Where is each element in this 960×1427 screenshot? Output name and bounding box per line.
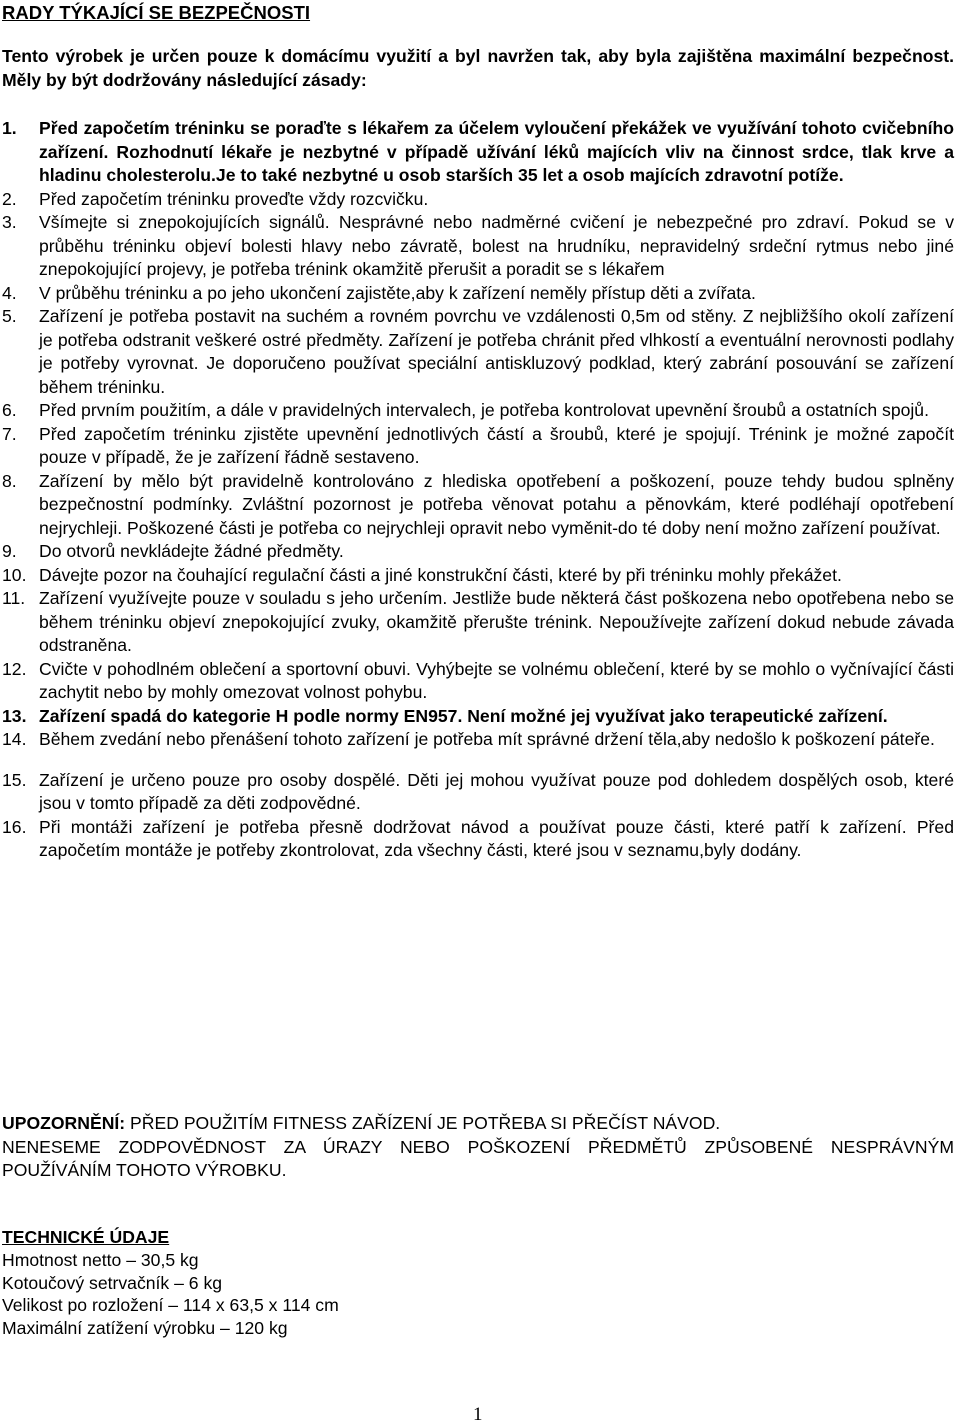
rule-number: 1. [2,118,17,138]
rule-text: Při montáži zařízení je potřeba přesně dodržovat návod a používat pouze části, které patří k zařízení. Před započetím montáže je potřeby zkontrolovat, zda všechny části, které jsou v seznamu,byly dodány. [39,816,954,860]
rule-number: 7. [2,423,17,444]
rule-item [2,587,954,658]
technical-item: Hmotnost netto – 30,5 kg [2,1250,199,1270]
rule-number: 15. [2,769,27,790]
rule-text: Dávejte pozor na čouhající regulační části a jiné konstrukční části, které by při tréninku mohly překážet. [39,564,842,585]
intro-paragraph: Tento výrobek je určen pouze k domácímu využití a byl navržen tak, aby byla zajištěna maximální bezpečnost. Měly by být dodržovány následující zásady: [2,46,954,90]
rule-number: 2. [2,188,17,209]
rule-item [2,423,954,470]
rule-number: 9. [2,541,17,561]
technical-item: Velikost po rozložení – 114 x 63,5 x 114 cm [2,1295,339,1315]
rule-text: Zařízení využívejte pouze v souladu s jeho určením. Jestliže bude některá část poškozena nebo opotřebena nebo se během tréninku objeví znepokojující zvuky, okamžitě přerušte trénink. Nepoužívejte zařízení dokud nebude závada odstraněna. [39,588,954,655]
rule-item [2,728,954,752]
rule-item [2,769,954,816]
rule-item [2,211,954,282]
rule-text: Před započetím tréninku proveďte vždy rozcvičku. [39,188,429,209]
rule-item [2,658,954,705]
page-number: 1 [473,1404,483,1425]
rule-number: 6. [2,400,17,420]
rule-number: 16. [2,816,27,837]
rule-item [2,705,954,729]
rule-text: Během zvedání nebo přenášení tohoto zařízení je potřeba mít správné držení těla,aby nedošlo k poškození páteře. [39,729,935,749]
rule-number: 11. [2,588,26,608]
rule-item [2,816,954,863]
warning-block [2,1112,954,1183]
rule-number: 14. [2,729,27,749]
safety-rules-list [2,117,954,863]
rule-item [2,540,954,564]
rule-item [2,188,954,212]
rule-number: 3. [2,212,17,232]
technical-heading: TECHNICKÉ ÚDAJE [2,1227,170,1247]
rule-number: 4. [2,282,17,303]
rule-item [2,399,954,423]
rule-text: V průběhu tréninku a po jeho ukončení zajistěte,aby k zařízení neměly přístup děti a zvířata. [39,282,756,303]
rule-item [2,117,954,188]
page-title: RADY TÝKAJÍCÍ SE BEZPEČNOSTI [2,2,311,23]
rule-text: Zařízení je určeno pouze pro osoby dospělé. Děti jej mohou využívat pouze pod dohledem dospělých osob, které jsou v tomto případě za děti zodpovědné. [39,769,954,813]
rule-text: Cvičte v pohodlném oblečení a sportovní obuvi. Vyhýbejte se volnému oblečení, které by se mohlo o vyčnívající části zachytit nebo by mohly omezovat volnost pohybu. [39,658,954,702]
rule-number: 13. [2,705,27,726]
rule-item [2,470,954,541]
rule-text: Zařízení je potřeba postavit na suchém a rovném povrchu ve vzdálenosti 0,5m od stěny. Z nejbližšího okolí zařízení je potřeba odstranit veškeré ostré předměty. Zařízení je potřeba chránit před vlhkostí a eventuální nerovnosti podlahy je potřeby vyrovnat. Je doporučeno používat speciální antiskluzový podklad, který zabrání posouvání se zařízení během tréninku. [39,306,954,397]
rule-number: 8. [2,470,17,491]
rule-number: 12. [2,658,27,679]
rule-text: Do otvorů nevkládejte žádné předměty. [39,541,344,561]
rule-item [2,282,954,306]
technical-data [2,1225,339,1339]
rule-text: Zařízení by mělo být pravidelně kontrolováno z hlediska opotřebení a poškození, pouze tehdy budou splněny bezpečnostní podmínky. Zvláštní pozornost je potřeba věnovat potahu a pěnovkám, které podléhají opotřebení nejrychleji. Poškozené části je potřeba co nejrychleji opravit nebo vyměnit-do té doby není možno zařízení používat. [39,470,954,538]
rule-bold-text: Zařízení spadá do kategorie H podle normy EN957. Není možné jej využívat jako terapeutické zařízení. [39,705,888,726]
warning-text-1: PŘED POUŽITÍM FITNESS ZAŘÍZENÍ JE POTŘEBA SI PŘEČÍST NÁVOD. [125,1113,721,1133]
technical-item: Maximální zatížení výrobku – 120 kg [2,1317,288,1338]
rule-text: Před započetím tréninku zjistěte upevnění jednotlivých částí a šroubů, které je spojují. Trénink je možné započít pouze v případě, že je zařízení řádně sestaveno. [39,423,954,467]
technical-item: Kotoučový setrvačník – 6 kg [2,1272,223,1293]
rule-item [2,305,954,399]
rule-item [2,564,954,588]
warning-text-2: NENESEME ZODPOVĚDNOST ZA ÚRAZY NEBO POŠKOZENÍ PŘEDMĚTŮ ZPŮSOBENÉ NESPRÁVNÝM POUŽÍVÁNÍM TOHOTO VÝROBKU. [2,1136,954,1180]
technical-list [2,1249,339,1339]
rule-number: 10. [2,564,27,585]
rule-text: Všímejte si znepokojujících signálů. Nesprávné nebo nadměrné cvičení je nebezpečné pro zdraví. Pokud se v průběhu tréninku objeví bolesti hlavy nebo závratě, bolest na hrudníku, nepravidelný srdeční rytmus nebo jiné znepokojující projevy, je potřeba trénink okamžitě přerušit a poradit se s lékařem [39,212,954,279]
rule-text: Před prvním použitím, a dále v pravidelných intervalech, je potřeba kontrolovat upevnění šroubů a ostatních spojů. [39,400,929,420]
rule-number: 5. [2,306,17,326]
rule-bold-text: Před započetím tréninku se poraďte s lékařem za účelem vyloučení překážek ve využívání tohoto cvičebního zařízení. Rozhodnutí lékaře je nezbytné v případě užívání léků majících vliv na činnost srdce, tlak krve a hladinu cholesterolu.Je to také nezbytné u osob starších 35 let a osob majících zdravotní potíže. [39,118,954,185]
warning-line-1 [2,1112,954,1136]
warning-label: UPOZORNĚNÍ: [2,1113,126,1133]
